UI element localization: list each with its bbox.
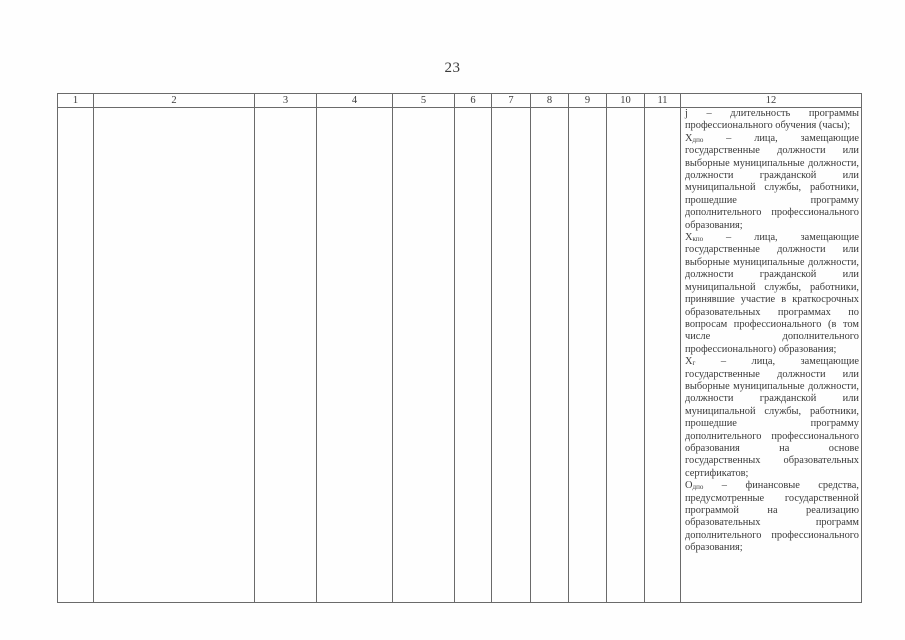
symbol-subscript: г [692,359,696,368]
table-cell-empty [531,108,569,603]
column-header: 6 [455,94,492,108]
column-header: 9 [569,94,607,108]
table-cell-empty [255,108,317,603]
definition-text: – лица, замещающие государственные должности или выборные муниципальные должности, должности гражданской или муниципальной службы, работники, принявшие участие в краткосрочных образовательных программах по вопросам профессионального (в том числе дополнительного профессионального) образования; [685,232,859,355]
column-header: 5 [393,94,455,108]
symbol-subscript: дпо [692,135,704,144]
symbol-subscript: кпо [692,235,704,244]
table-cell-empty [607,108,645,603]
symbol-subscript: дпо [692,483,704,492]
page-number: 23 [444,60,461,76]
table-cell-empty [58,108,94,603]
definition-paragraph [685,232,859,356]
column-header: 7 [492,94,531,108]
definition-paragraph [685,108,859,133]
definition-text: – лица, замещающие государственные должности или выборные муниципальные должности, должности гражданской или муниципальной службы, работники, прошедшие программу дополнительного профессионального образования на основе государственных образовательных сертификатов; [685,356,859,479]
definition-text: – длительность программы профессионального обучения (часы); [685,108,859,132]
symbol: Х [685,132,693,144]
column-header: 8 [531,94,569,108]
column-header: 2 [94,94,255,108]
column-header: 12 [681,94,862,108]
column-12-cell [681,108,862,603]
table-cell-empty [317,108,393,603]
table-cell-empty [393,108,455,603]
definition-text: – финансовые средства, предусмотренные государственной программой на реализацию образовательных программ дополнительного профессионального образования; [685,480,859,554]
table-cell-empty [455,108,492,603]
column-header: 3 [255,94,317,108]
table-cell-empty [645,108,681,603]
table-header-row [58,94,862,108]
column-header: 4 [317,94,393,108]
column-header: 11 [645,94,681,108]
symbol: j [685,108,688,119]
definition-paragraph [685,133,859,232]
table-cell-empty [492,108,531,603]
definition-paragraph [685,480,859,554]
document-table [57,93,862,603]
symbol: О [685,480,693,492]
column-header: 10 [607,94,645,108]
definition-text: – лица, замещающие государственные должности или выборные муниципальные должности, должности гражданской или муниципальной службы, работники, прошедшие программу дополнительного профессионального образования; [685,132,859,231]
symbol: Х [685,356,693,368]
definition-paragraph [685,356,859,480]
column-header: 1 [58,94,94,108]
table-cell-empty [569,108,607,603]
table-row [58,108,862,603]
table-cell-empty [94,108,255,603]
symbol: Х [685,232,693,244]
